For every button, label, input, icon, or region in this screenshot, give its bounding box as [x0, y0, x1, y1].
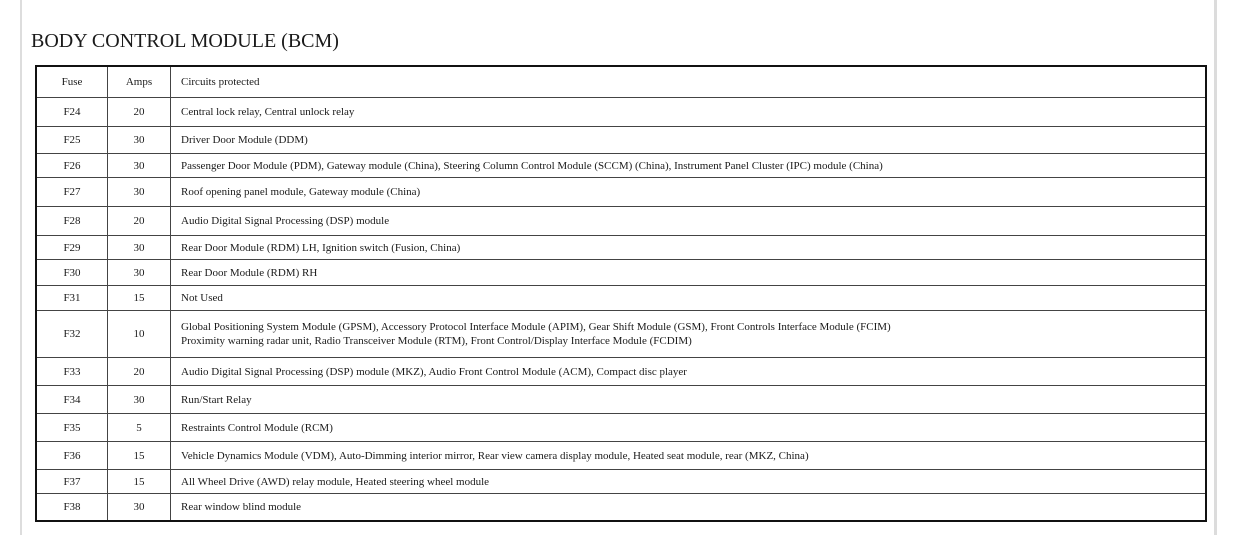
amps-cell: 10: [108, 311, 171, 358]
circuits-text: Passenger Door Module (PDM), Gateway module (China), Steering Column Control Module (SCCM) (China), Instrument Panel Cluster (IPC) module (China): [181, 159, 883, 172]
amps-cell: 30: [108, 154, 171, 178]
fuse-cell: F25: [36, 127, 108, 154]
amps-cell: 20: [108, 98, 171, 127]
fuse-cell: F34: [36, 386, 108, 414]
amps-cell: 20: [108, 207, 171, 236]
fuse-cell: F30: [36, 260, 108, 286]
table-row: [36, 207, 1206, 236]
circuits-cell: [171, 442, 1207, 470]
fuse-cell: F36: [36, 442, 108, 470]
circuits-cell: [171, 358, 1207, 386]
amps-cell: 30: [108, 386, 171, 414]
circuits-text: Vehicle Dynamics Module (VDM), Auto-Dimming interior mirror, Rear view camera display module, Heated seat module, rear (MKZ, China): [181, 449, 809, 462]
circuits-text: Rear Door Module (RDM) RH: [181, 266, 318, 279]
fuse-cell: F32: [36, 311, 108, 358]
circuits-text: Rear Door Module (RDM) LH, Ignition switch (Fusion, China): [181, 241, 461, 254]
fuse-table: [35, 65, 1207, 522]
amps-cell: 30: [108, 236, 171, 260]
amps-cell: 15: [108, 286, 171, 311]
table-row: [36, 98, 1206, 127]
column-header-fuse: Fuse: [36, 66, 108, 98]
circuits-cell: [171, 494, 1207, 521]
fuse-cell: F28: [36, 207, 108, 236]
circuits-cell: [171, 178, 1207, 207]
column-header-circuits: Circuits protected: [171, 66, 1207, 98]
table-row: [36, 127, 1206, 154]
circuits-text: Central lock relay, Central unlock relay: [181, 106, 355, 118]
amps-cell: 30: [108, 127, 171, 154]
amps-cell: 15: [108, 470, 171, 494]
fuse-cell: F24: [36, 98, 108, 127]
table-row: [36, 386, 1206, 414]
table-row: [36, 414, 1206, 442]
amps-cell: 30: [108, 260, 171, 286]
circuits-text-line-1: Global Positioning System Module (GPSM), Accessory Protocol Interface Module (APIM), Gear Shift Module (GSM), Front Controls Interface Module (FCIM): [181, 321, 891, 333]
circuits-cell: [171, 207, 1207, 236]
fuse-cell: F37: [36, 470, 108, 494]
content-frame-left-border: [20, 0, 22, 535]
amps-cell: 30: [108, 494, 171, 521]
circuits-text: Roof opening panel module, Gateway module (China): [181, 186, 421, 198]
table-row: [36, 154, 1206, 178]
column-header-amps: Amps: [108, 66, 171, 98]
table-row: [36, 470, 1206, 494]
circuits-text: Audio Digital Signal Processing (DSP) module: [181, 215, 390, 227]
fuse-cell: F33: [36, 358, 108, 386]
circuits-text: Not Used: [181, 292, 223, 304]
table-row: [36, 260, 1206, 286]
circuits-cell: [171, 470, 1207, 494]
fuse-cell: F38: [36, 494, 108, 521]
table-header-row: [36, 66, 1206, 98]
circuits-cell: [171, 127, 1207, 154]
fuse-cell: F35: [36, 414, 108, 442]
fuse-cell: F29: [36, 236, 108, 260]
table-row: [36, 286, 1206, 311]
circuits-text: Run/Start Relay: [181, 393, 252, 406]
fuse-table-header: [36, 66, 1206, 98]
amps-cell: 30: [108, 178, 171, 207]
fuse-cell: F27: [36, 178, 108, 207]
circuits-text: Driver Door Module (DDM): [181, 134, 308, 146]
fuse-cell: F31: [36, 286, 108, 311]
table-row: [36, 311, 1206, 358]
circuits-cell: [171, 311, 1207, 358]
circuits-text: Restraints Control Module (RCM): [181, 421, 333, 434]
table-row: [36, 236, 1206, 260]
circuits-cell: [171, 286, 1207, 311]
amps-cell: 5: [108, 414, 171, 442]
circuits-cell: [171, 98, 1207, 127]
circuits-text-line-2: Proximity warning radar unit, Radio Transceiver Module (RTM), Front Control/Display Interface Module (FCDIM): [181, 335, 692, 347]
circuits-text: All Wheel Drive (AWD) relay module, Heated steering wheel module: [181, 475, 490, 488]
fuse-table-body: [36, 98, 1206, 521]
circuits-cell: [171, 260, 1207, 286]
page-title: BODY CONTROL MODULE (BCM): [31, 30, 339, 52]
table-row: [36, 358, 1206, 386]
circuits-cell: [171, 386, 1207, 414]
table-row: [36, 442, 1206, 470]
circuits-cell: [171, 154, 1207, 178]
table-row: [36, 178, 1206, 207]
content-frame-right-border: [1214, 0, 1217, 535]
circuits-text: Rear window blind module: [181, 500, 302, 513]
circuits-text: Audio Digital Signal Processing (DSP) module (MKZ), Audio Front Control Module (ACM), Compact disc player: [181, 365, 687, 378]
amps-cell: 20: [108, 358, 171, 386]
amps-cell: 15: [108, 442, 171, 470]
fuse-cell: F26: [36, 154, 108, 178]
circuits-cell: [171, 414, 1207, 442]
circuits-cell: [171, 236, 1207, 260]
table-row: [36, 494, 1206, 521]
